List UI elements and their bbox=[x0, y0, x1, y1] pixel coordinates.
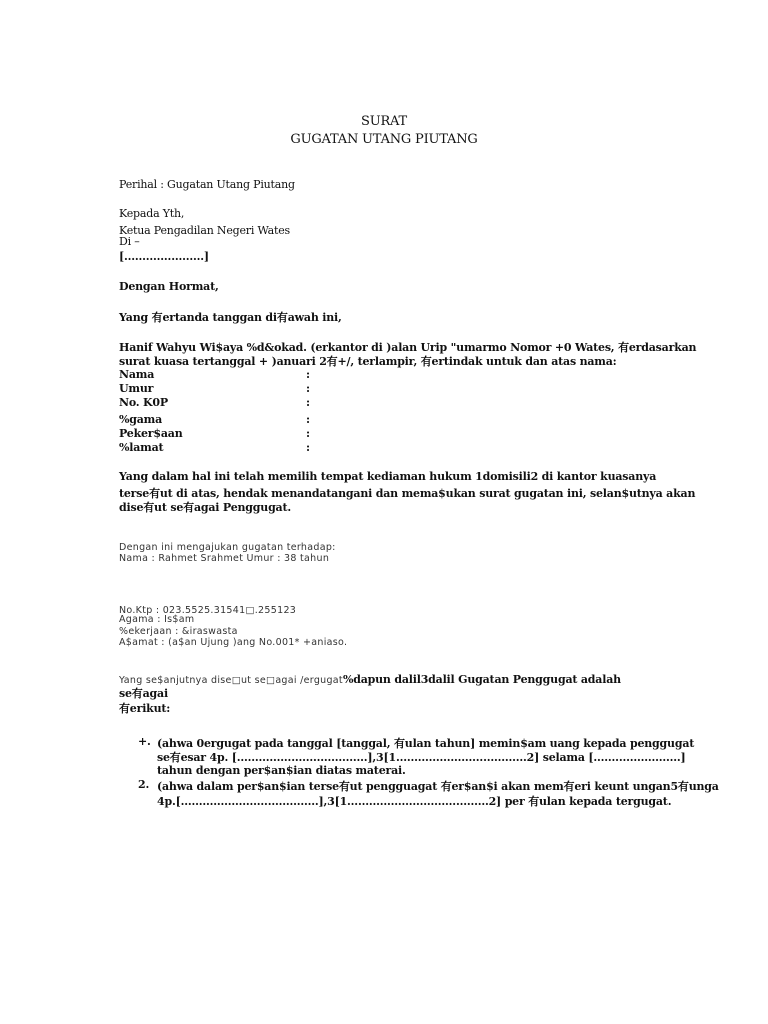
field-alamat-label: %lamat bbox=[119, 441, 164, 454]
field-pekerjaan-label: Peker$aan bbox=[119, 427, 183, 440]
defendant-ktp: No.Ktp : 023.5525.31541□.255123 bbox=[119, 605, 297, 616]
defendant-intro: Dengan ini mengajukan gugatan terhadap: bbox=[119, 542, 336, 553]
dalil-sans-part: Yang se$anjutnya dise□ut se□agai /ergugat bbox=[119, 675, 343, 686]
domicile-line-2: terse有ut di atas, hendak menandatangani dan mema$ukan surat gugatan ini, selan$utnya akan bbox=[119, 487, 696, 500]
item-1-number: +. bbox=[138, 735, 151, 748]
field-agama-colon: : bbox=[306, 413, 310, 426]
domicile-line-1: Yang dalam hal ini telah memilih tempat kediaman hukum 1domisili2 di kantor kuasanya bbox=[119, 470, 657, 483]
field-umur-colon: : bbox=[306, 382, 310, 395]
defendant-name-age: Nama : Rahmet Srahmet Umur : 38 tahun bbox=[119, 553, 330, 564]
item-1-line-2: se有esar 4p. [....................................],3[1....................................2] selama [........................] bbox=[157, 751, 686, 764]
field-ktp-colon: : bbox=[306, 396, 310, 409]
item-1-line-1: (ahwa 0ergugat pada tanggal [tanggal, 有ulan tahun] memin$am uang kepada penggugat bbox=[157, 737, 695, 750]
defendant-pekerjaan: %ekerjaan : &iraswasta bbox=[119, 626, 238, 637]
field-nama-colon: : bbox=[306, 368, 310, 381]
plaintiff-line-2: surat kuasa tertanggal + )anuari 2有+/, terlampir, 有ertindak untuk dan atas nama: bbox=[119, 355, 617, 368]
address-di: Di – bbox=[119, 235, 140, 248]
domicile-line-3: dise有ut se有agai Penggugat. bbox=[119, 501, 291, 514]
dalil-line-1 bbox=[119, 668, 621, 687]
field-umur-label: Umur bbox=[119, 382, 154, 395]
field-pekerjaan-colon: : bbox=[306, 427, 310, 440]
plaintiff-line-1: Hanif Wahyu Wi$aya %d&okad. (erkantor di )alan Urip "umarmo Nomor +0 Wates, 有erdasarkan bbox=[119, 341, 697, 354]
item-2-number: 2. bbox=[138, 778, 150, 791]
dalil-serif-part: %dapun dalil3dalil Gugatan Penggugat adalah bbox=[342, 673, 621, 686]
item-2-line-2: 4p.[......................................],3[1.......................................2] per 有ulan kepada tergugat. bbox=[157, 795, 672, 808]
item-1-line-3: tahun dengan per$an$ian diatas materai. bbox=[157, 764, 406, 777]
dalil-line-3: 有erikut: bbox=[119, 702, 171, 715]
address-ketua: Ketua Pengadilan Negeri Wates bbox=[119, 224, 290, 237]
field-alamat-colon: : bbox=[306, 441, 310, 454]
perihal-line: Perihal : Gugatan Utang Piutang bbox=[119, 178, 295, 191]
intro-line: Yang 有ertanda tanggan di有awah ini, bbox=[119, 311, 342, 324]
document-subtitle: GUGATAN UTANG PIUTANG bbox=[290, 132, 478, 147]
defendant-agama: Agama : Is$am bbox=[119, 614, 195, 625]
address-kepada: Kepada Yth, bbox=[119, 207, 185, 220]
greeting: Dengan Hormat, bbox=[119, 280, 219, 293]
document-title: SURAT bbox=[361, 114, 407, 129]
address-blank: [......................] bbox=[119, 250, 209, 263]
field-agama-label: %gama bbox=[119, 413, 163, 426]
field-nama-label: Nama bbox=[119, 368, 155, 381]
item-2-line-1: (ahwa dalam per$an$ian terse有ut pengguagat 有er$an$i akan mem有eri keunt ungan5有unga bbox=[157, 780, 719, 793]
defendant-alamat: A$amat : (a$an Ujung )ang No.001* +aniaso. bbox=[119, 637, 348, 648]
field-ktp-label: No. K0P bbox=[119, 396, 168, 409]
dalil-line-2: se有agai bbox=[119, 687, 168, 700]
